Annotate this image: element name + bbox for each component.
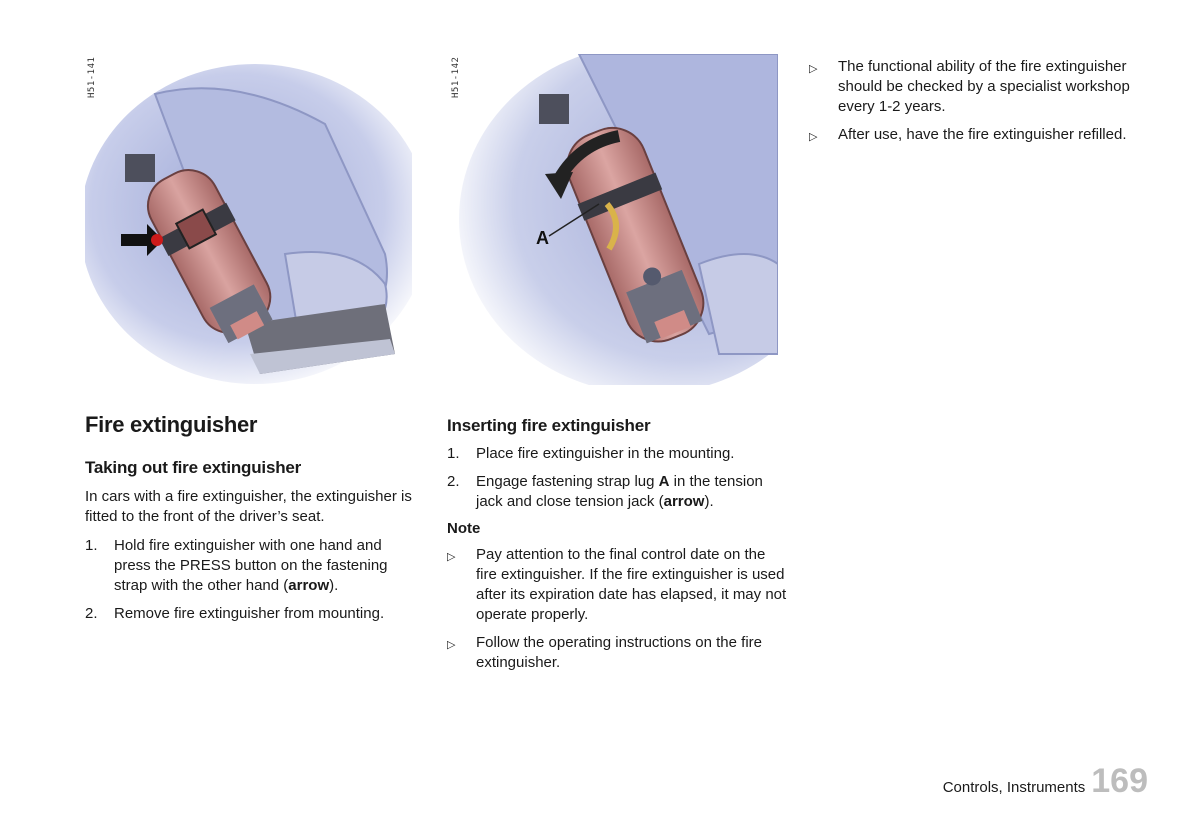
section-title: Fire extinguisher (85, 412, 258, 437)
column-3 (809, 57, 1144, 153)
figure-code-right: H51-142 (451, 56, 461, 98)
page-footer (943, 762, 1148, 801)
list-item: ▷ Pay attention to the final control date on the fire extinguisher. If the fire extinguisher is used after its expiration date has elapsed, it may not operate properly. (447, 546, 787, 623)
subsection-title-inserting: Inserting fire extinguisher (447, 416, 651, 435)
step-number: 2. (447, 473, 460, 490)
list-item: ▷ After use, have the fire extinguisher refilled. (809, 125, 1144, 145)
triangle-bullet-icon: ▷ (447, 639, 456, 651)
intro-paragraph: In cars with a fire extinguisher, the extinguisher is fitted to the front of the driver’s seat. (85, 488, 412, 525)
callout-a-label: A (536, 228, 549, 248)
list-item: ▷ The functional ability of the fire extinguisher should be checked by a specialist workshop every 1-2 years. (809, 58, 1130, 115)
column-1 (85, 412, 420, 632)
column-2 (447, 416, 789, 681)
page-number: 169 (1091, 762, 1148, 800)
note-label: Note (447, 520, 481, 537)
step-number: 2. (85, 605, 98, 622)
list-item: 1. Place fire extinguisher in the mounting. (447, 445, 735, 462)
inserting-steps (447, 444, 789, 512)
list-item: 2. Remove fire extinguisher from mounting. (85, 605, 385, 622)
list-item: 1. Hold fire extinguisher with one hand and press the PRESS button on the fastening strap with the other hand (arrow). (85, 537, 388, 594)
figure-inserting-extinguisher (449, 54, 778, 385)
seat-illustration-left (85, 54, 412, 384)
taking-out-steps (85, 536, 420, 624)
figure-taking-out-extinguisher (85, 54, 412, 384)
triangle-bullet-icon: ▷ (809, 63, 818, 75)
step-number: 1. (85, 537, 98, 554)
step-number: 1. (447, 445, 460, 462)
triangle-bullet-icon: ▷ (809, 131, 818, 143)
list-item: ▷ Follow the operating instructions on the fire extinguisher. (447, 634, 762, 671)
figure-code-left: H51-141 (87, 56, 97, 98)
list-item: 2. Engage fastening strap lug A in the tension jack and close tension jack (arrow). (447, 473, 763, 510)
subsection-title-taking-out: Taking out fire extinguisher (85, 458, 302, 477)
footer-section-name: Controls, Instruments (942, 779, 1086, 796)
maintenance-notes (809, 57, 1144, 145)
note-list (447, 545, 789, 673)
triangle-bullet-icon: ▷ (447, 551, 456, 563)
seat-illustration-right (449, 54, 778, 385)
